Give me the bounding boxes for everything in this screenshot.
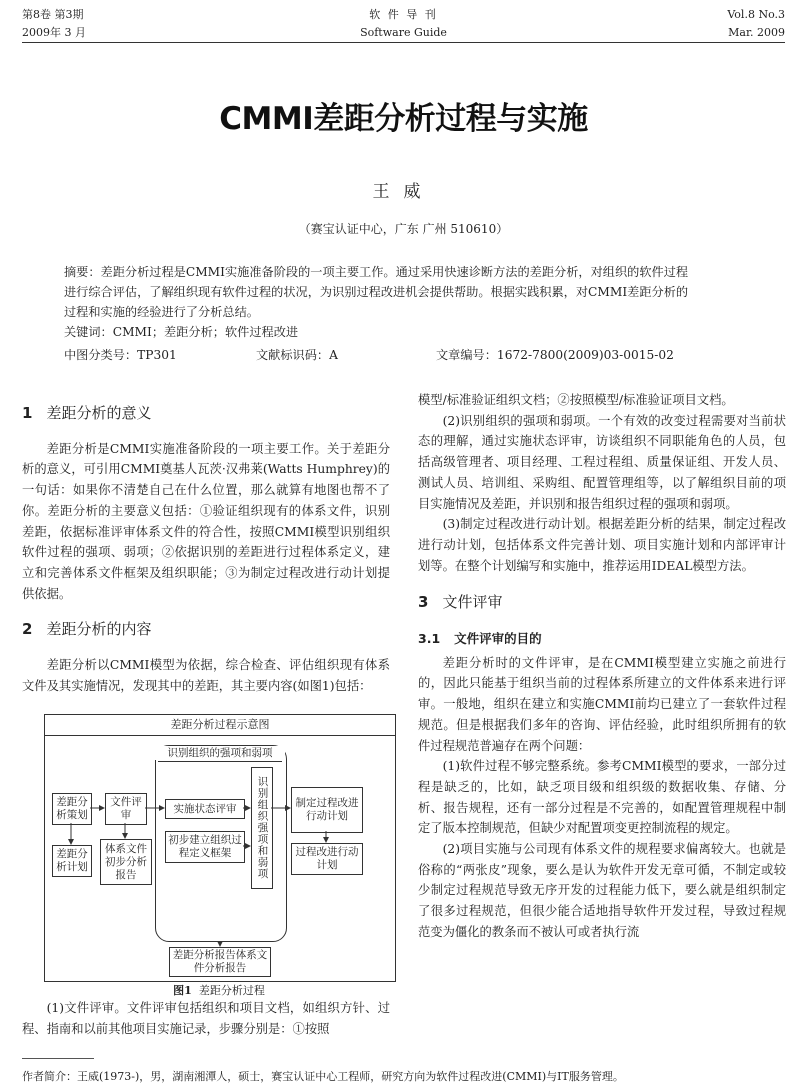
article-title: CMMI差距分析过程与实施 [219,101,588,137]
figure-1 [44,714,396,982]
section-title: 差距分析的内容 [46,620,152,639]
figure-connectors [45,715,395,981]
section-title: 文件评审 [442,593,503,612]
journal-volume: 第8卷 第3期 [22,8,84,21]
journal-name: 软 件 导 刊 [369,8,438,21]
author-name: 王威 [372,182,435,202]
document-code: 文献标识码：A [256,348,338,362]
figure-title: 差距分析过程示意图 [45,715,395,736]
journal-name-en: Software Guide [360,26,447,39]
document-review-paragraph: (1)文件评审。文件评审包括组织和项目文档，如组织方针、过程、指南和以前其他项目实施记录，步骤分别是：①按照 [22,1001,390,1036]
author-bio-footnote: 作者简介：王威(1973-)，男，湖南湘潭人，硕士，赛宝认证中心工程师，研究方向为软件过程改进(CMMI)与IT服务管理。 [22,1070,624,1083]
left-column-continued [22,998,390,1039]
paragraph: 差距分析时的文件评审，是在CMMI模型建立实施之前进行的，因此只能基于组织当前的过程体系所建立的文件体系来进行评审。一般地，组织在建立和实施CMMI前均已建立了一套软件过程规范。但是根据我们多年的咨询、评估经验，此时组织所拥有的软件过程规范普遍存在两个问题： [418,655,786,753]
journal-volume-en: Vol.8 No.3 [727,8,785,21]
keywords: 关键词：CMMI；差距分析；软件过程改进 [64,325,299,339]
abstract-line: 进行综合评估，了解组织现有软件过程的状况，为识别过程改进机会提供帮助。根据实践积累，对CMMI差距分析的 [64,285,689,299]
footnote-rule [22,1058,94,1059]
identify-label: 识别组织强项和弱项 [256,776,269,880]
subsection-number: 3.1 [418,631,441,647]
subsection-title: 文件评审的目的 [454,631,542,647]
paragraph: (2)项目实施与公司现有体系文件的规程要求偏离较大。也就是俗称的“两张皮”现象，要么是认为软件开发无章可循，不制定或较少制定过程规范导致无序开发的过程能力低下，要么就是组织制定了很多过程规范，但很少能合适地指导软件开发过程，导致过程规范变为僵化的教条而不被认可或者执行流 [418,842,786,939]
figure-caption [44,982,394,998]
section-number: 3 [418,593,429,612]
section-number: 2 [22,620,33,639]
subsection-3-1-heading [418,629,786,650]
paragraph: (1)软件过程不够完整系统。参考CMMI模型的要求，一部分过程是缺乏的，比如，缺乏项目级和组织级的数据收集、存储、分析、报告规程，还有一部分过程是不完善的，如配置管理规程中制定了版本控制规范，但缺少对配置项变更控制流程的规定。 [418,759,786,836]
schedule-label: 差距分析计划 [56,848,88,873]
abstract [64,262,754,342]
init-analysis-label: 体系文件初步分析报告 [105,842,147,881]
left-column [22,403,390,696]
paragraph: (3)制定过程改进行动计划。根据差距分析的结果，制定过程改进行动计划，包括体系文件完善计划、项目实施计划和内部评审计划等。在整个计划编写和实施中，推荐运用IDEAL模型方法。 [418,517,786,573]
section-number: 1 [22,404,33,422]
section-1-heading [22,403,390,424]
author-affiliation: （赛宝认证中心，广东 广州 510610） [298,222,509,236]
journal-date-en: Mar. 2009 [728,26,785,39]
journal-date: 2009年 3 月 [22,26,86,39]
clc-number: 中图分类号：TP301 [64,348,177,362]
report-label: 差距分析报告体系文件分析报告 [172,949,268,974]
execute-plan-label: 过程改进行动计划 [295,846,359,871]
header-rule [22,42,785,43]
identify-group-title: 识别组织的强项和弱项 [155,746,285,760]
figure-number: 图1 [173,984,192,997]
right-column [418,390,786,943]
paragraph: (2)识别组织的强项和弱项。一个有效的改变过程需要对当前状态的理解，通过实施状态评审，访谈组织不同职能角色的人员，包括高级管理者、项目经理、工程过程组、质量保证组、开发人员、测试人员、培训组、采购组、配置管理组等，以了解组织目前的项目实施情况及差距，并识别和报告组织过程的强项和弱项。 [418,413,786,511]
section-3-heading [418,592,786,613]
plan-label: 差距分析策划 [56,796,88,821]
abstract-line: 摘要：差距分析过程是CMMI实施准备阶段的一项主要工作。通过采用快速诊断方法的差距分析，对组织的软件过程 [64,265,689,279]
article-number: 文章编号：1672-7800(2009)03-0015-02 [436,348,674,362]
make-plan-label: 制定过程改进行动计划 [295,797,359,822]
section-2-heading [22,619,390,640]
figure-caption-text: 差距分析过程 [198,984,265,997]
section-2-paragraph: 差距分析以CMMI模型为依据，综合检查、评估组织现有体系文件及其实施情况，发现其中的差距，其主要内容(如图1)包括： [22,658,390,693]
status-review-label: 实施状态评审 [173,802,237,815]
abstract-line: 过程和实施的经验进行了分析总结。 [64,305,259,319]
paragraph: 模型/标准验证组织文档；②按照模型/标准验证项目文档。 [418,393,734,407]
section-1-paragraph: 差距分析是CMMI实施准备阶段的一项主要工作。关于差距分析的意义，可引用CMMI奠基人瓦茨·汉弗莱(Watts Humphrey)的一句话：如果你不清楚自己在什么位置，那么就算有地图也帮不了你。差距分析的主要意义包括：①验证组织现有的体系文件，识别差距，依据标准评审体系文件的符合性，按照CMMI模型识别组织软件过程的强项、弱项；②依据识别的差距进行过程体系定义，建立和完善体系文件框架及组织职能；③为制定过程改进行动计划提供依据。 [22,441,390,601]
section-title: 差距分析的意义 [46,404,152,422]
init-framework-label: 初步建立组织过程定义框架 [168,834,242,859]
doc-review-label: 文件评审 [110,796,142,821]
